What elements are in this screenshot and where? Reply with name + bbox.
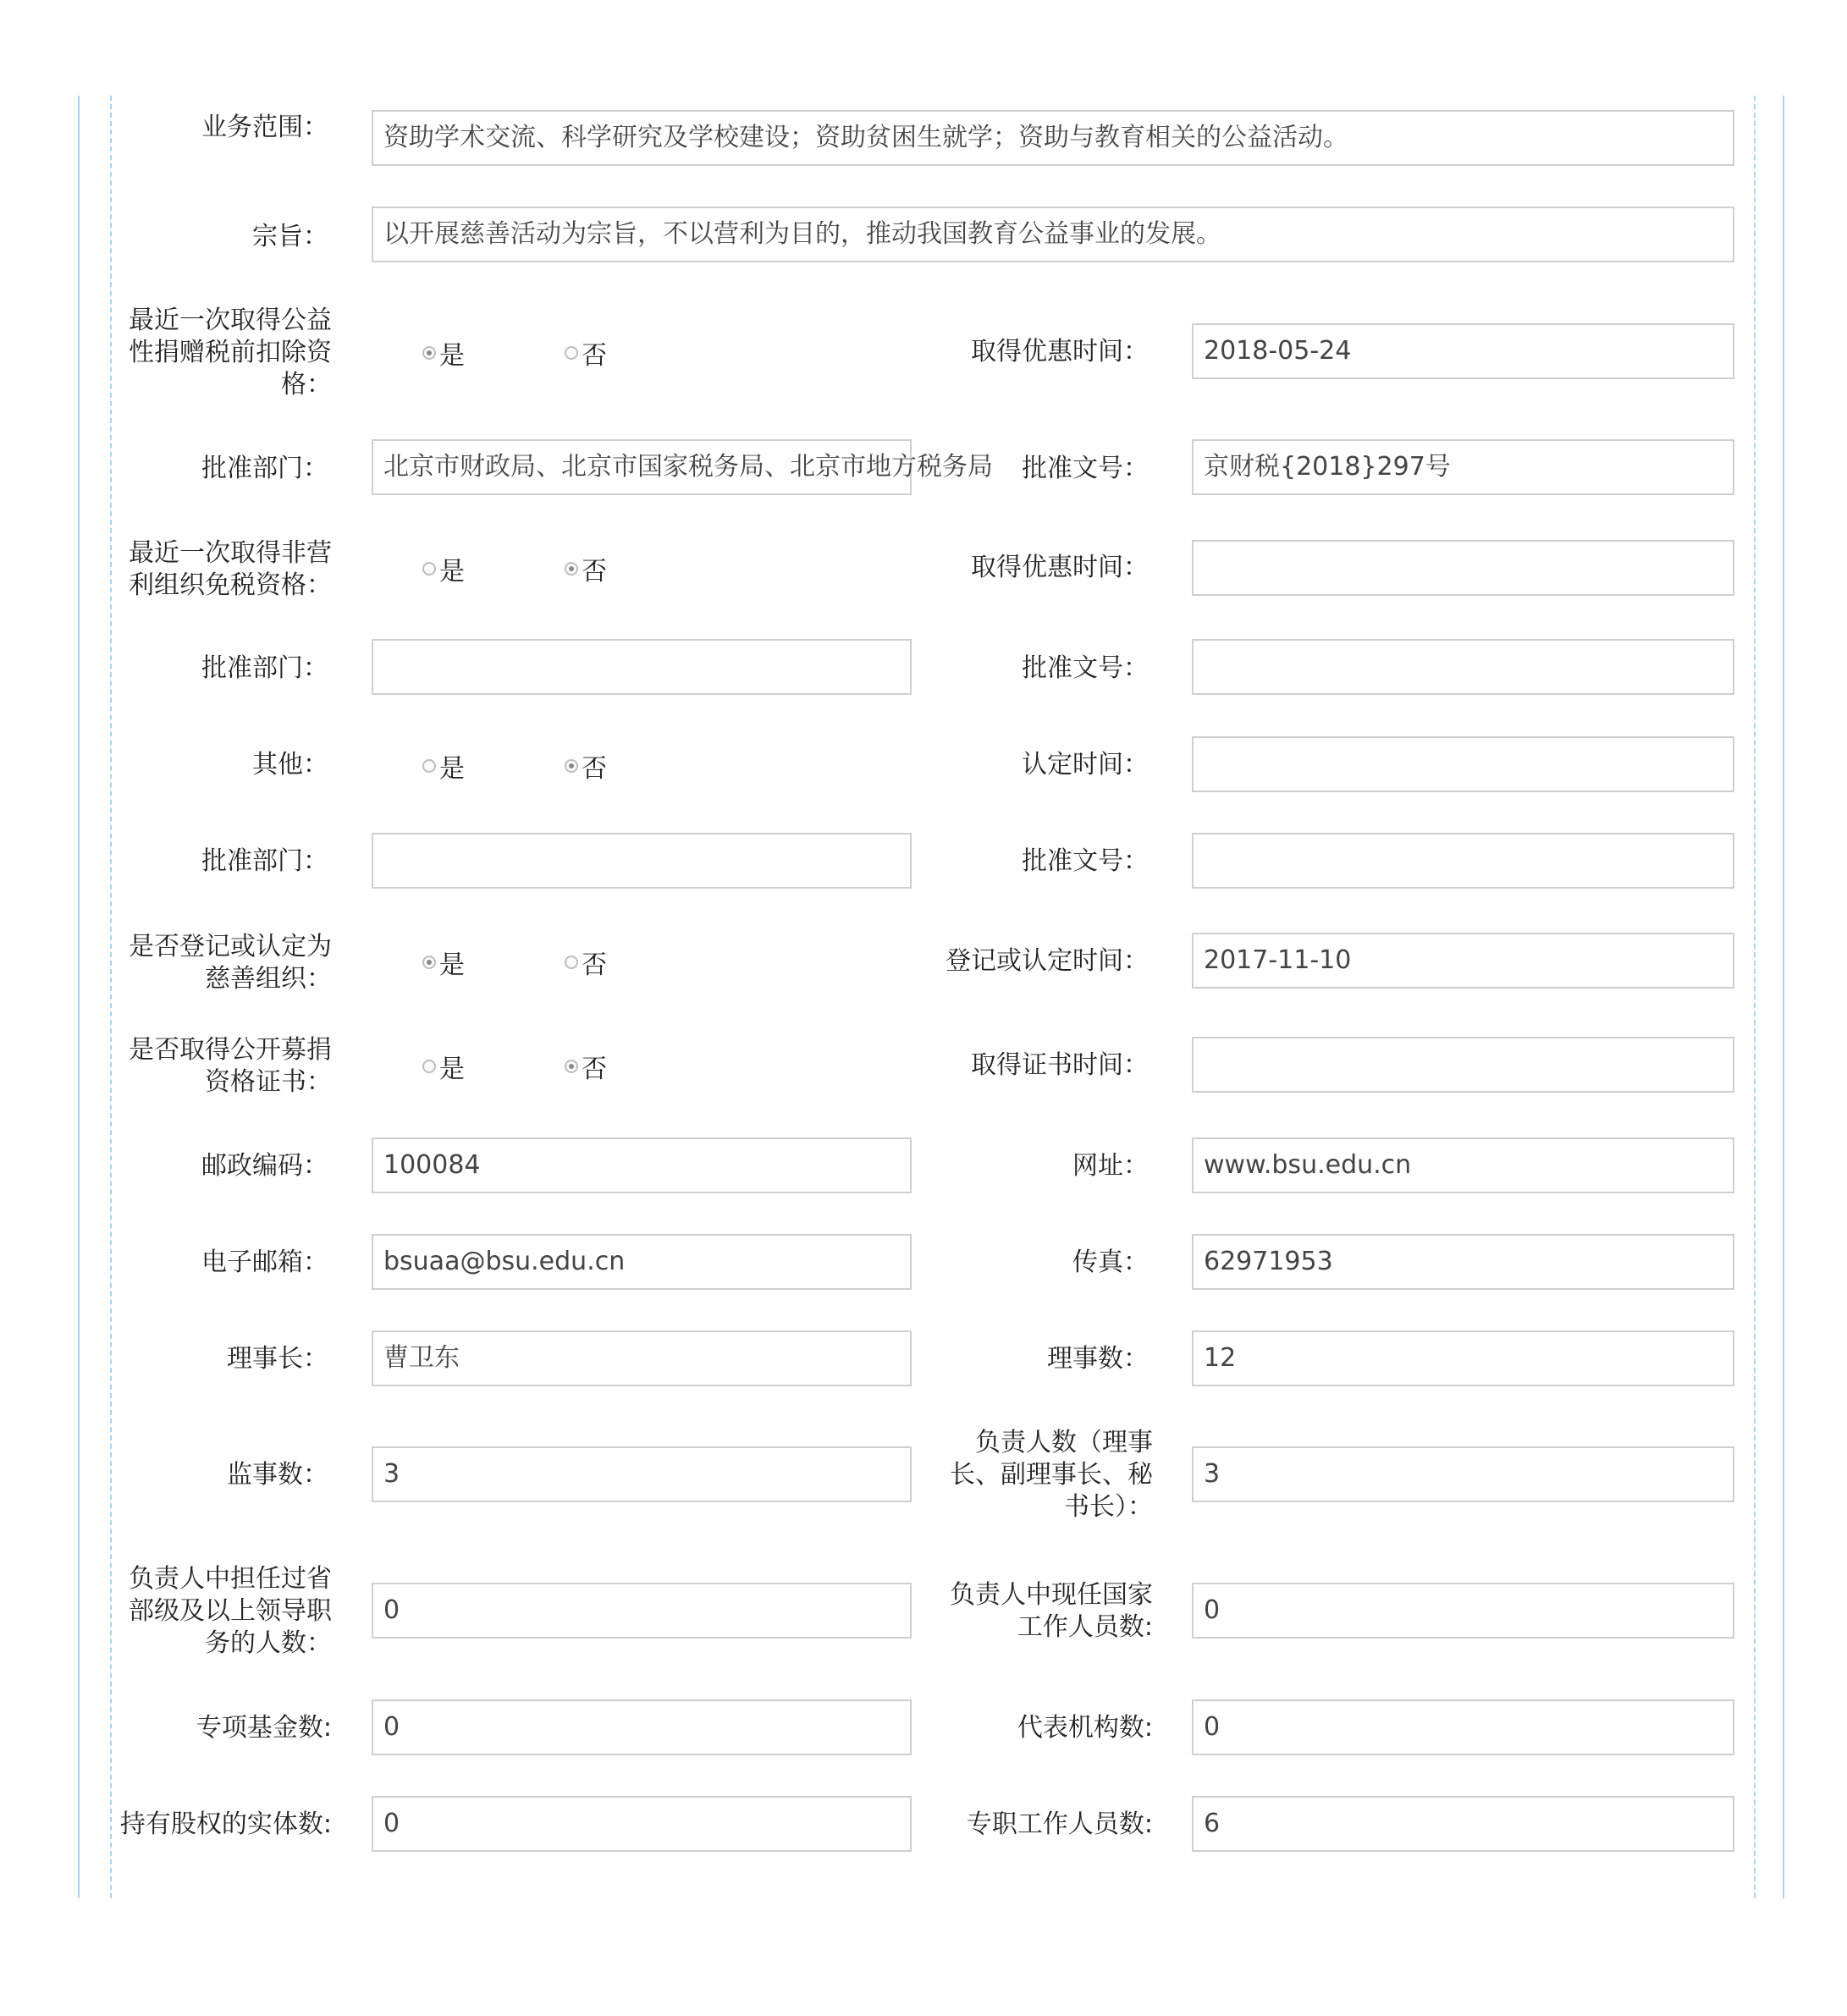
leaders-provincial-field[interactable]: 0 <box>372 1583 912 1639</box>
radio-unchecked-icon <box>422 1060 436 1073</box>
radio-checked-icon <box>422 956 436 969</box>
radio-unchecked-icon <box>565 346 578 360</box>
public-welfare-time-label: 取得优惠时间： <box>971 337 1149 366</box>
nonprofit-tax-exempt-yes-radio[interactable]: 是 <box>422 552 465 586</box>
website-field[interactable]: www.bsu.edu.cn <box>1192 1137 1734 1193</box>
radio-checked-icon <box>565 562 578 576</box>
postcode-field[interactable]: 100084 <box>372 1137 912 1193</box>
other-label: 其他： <box>252 750 328 779</box>
other-yes-radio[interactable]: 是 <box>422 749 465 783</box>
chairman-field[interactable]: 曹卫东 <box>372 1330 912 1386</box>
frame-right-border <box>1783 96 1784 1898</box>
equity-entities-field[interactable]: 0 <box>372 1796 912 1852</box>
directors-count-field[interactable]: 12 <box>1192 1330 1734 1386</box>
other-docno-field[interactable] <box>1192 833 1734 889</box>
nonprofit-docno-field[interactable] <box>1192 639 1734 695</box>
public-welfare-deduction-yes-radio[interactable]: 是 <box>422 336 465 370</box>
nonprofit-docno-label: 批准文号： <box>1022 653 1149 683</box>
fax-field[interactable]: 62971953 <box>1192 1234 1734 1290</box>
other-time-field[interactable] <box>1192 736 1734 792</box>
charity-time-field[interactable]: 2017-11-10 <box>1192 933 1734 989</box>
website-label: 网址： <box>1072 1151 1149 1181</box>
radio-checked-icon <box>565 1060 578 1073</box>
nonprofit-time-label: 取得优惠时间： <box>971 553 1149 582</box>
public-welfare-deduction-no-radio[interactable]: 否 <box>565 336 607 370</box>
charity-org-no-radio[interactable]: 否 <box>565 945 607 979</box>
rep-offices-label: 代表机构数: <box>1017 1713 1153 1743</box>
charity-org-yes-radio[interactable]: 是 <box>422 945 465 979</box>
nonprofit-tax-exempt-label: 最近一次取得非营 利组织免税资格： <box>129 538 332 600</box>
radio-checked-icon <box>422 346 436 360</box>
special-funds-field[interactable]: 0 <box>372 1699 912 1755</box>
nonprofit-dept-label: 批准部门： <box>201 653 328 683</box>
purpose-field[interactable]: 以开展慈善活动为宗旨，不以营利为目的，推动我国教育公益事业的发展。 <box>372 207 1734 262</box>
frame-left-dashed <box>110 96 112 1898</box>
public-welfare-dept-field[interactable]: 北京市财政局、北京市国家税务局、北京市地方税务局 <box>372 439 912 495</box>
public-welfare-docno-label: 批准文号： <box>1022 454 1149 483</box>
email-field[interactable]: bsuaa@bsu.edu.cn <box>372 1234 912 1290</box>
scope-label: 业务范围： <box>201 113 328 142</box>
chairman-label: 理事长： <box>227 1344 328 1374</box>
radio-unchecked-icon <box>565 956 578 969</box>
radio-checked-icon <box>565 759 578 773</box>
postcode-label: 邮政编码： <box>201 1151 328 1181</box>
public-fundraising-yes-radio[interactable]: 是 <box>422 1049 465 1083</box>
public-fundraising-no-radio[interactable]: 否 <box>565 1049 607 1083</box>
frame-left-border <box>78 96 80 1898</box>
scope-field[interactable]: 资助学术交流、科学研究及学校建设；资助贫困生就学；资助与教育相关的公益活动。 <box>372 110 1734 166</box>
radio-unchecked-icon <box>422 759 436 773</box>
supervisors-count-field[interactable]: 3 <box>372 1446 912 1502</box>
radio-unchecked-icon <box>422 562 436 576</box>
certificate-time-label: 取得证书时间： <box>971 1050 1149 1080</box>
leaders-state-staff-label: 负责人中现任国家 工作人员数: <box>950 1580 1153 1642</box>
other-no-radio[interactable]: 否 <box>565 749 607 783</box>
leaders-count-field[interactable]: 3 <box>1192 1446 1734 1502</box>
public-welfare-time-field[interactable]: 2018-05-24 <box>1192 323 1734 379</box>
charity-org-label: 是否登记或认定为 慈善组织： <box>129 932 332 994</box>
equity-entities-label: 持有股权的实体数: <box>119 1809 332 1839</box>
fulltime-staff-field[interactable]: 6 <box>1192 1796 1734 1852</box>
purpose-label: 宗旨： <box>252 222 328 251</box>
frame-right-dashed <box>1754 96 1756 1898</box>
public-welfare-docno-field[interactable]: 京财税{2018}297号 <box>1192 439 1734 495</box>
fulltime-staff-label: 专职工作人员数: <box>966 1809 1153 1839</box>
other-dept-label: 批准部门： <box>201 846 328 876</box>
leaders-provincial-label: 负责人中担任过省 部级及以上领导职 务的人数： <box>129 1564 332 1658</box>
special-funds-label: 专项基金数: <box>196 1713 332 1743</box>
public-welfare-deduction-label: 最近一次取得公益 性捐赠税前扣除资 格： <box>129 306 332 399</box>
nonprofit-time-field[interactable] <box>1192 540 1734 596</box>
public-fundraising-label: 是否取得公开募捐 资格证书： <box>129 1035 332 1097</box>
certificate-time-field[interactable] <box>1192 1037 1734 1093</box>
other-time-label: 认定时间： <box>1022 750 1149 779</box>
charity-time-label: 登记或认定时间： <box>946 946 1149 976</box>
fax-label: 传真： <box>1072 1248 1149 1277</box>
nonprofit-dept-field[interactable] <box>372 639 912 695</box>
other-docno-label: 批准文号： <box>1022 846 1149 876</box>
leaders-state-staff-field[interactable]: 0 <box>1192 1583 1734 1639</box>
email-label: 电子邮箱： <box>201 1248 328 1277</box>
other-dept-field[interactable] <box>372 833 912 889</box>
public-welfare-dept-label: 批准部门： <box>201 454 328 483</box>
rep-offices-field[interactable]: 0 <box>1192 1699 1734 1755</box>
leaders-count-label: 负责人数（理事 长、副理事长、秘 书长）： <box>950 1428 1153 1522</box>
nonprofit-tax-exempt-no-radio[interactable]: 否 <box>565 552 607 586</box>
directors-count-label: 理事数： <box>1047 1344 1149 1374</box>
supervisors-count-label: 监事数： <box>227 1460 328 1490</box>
